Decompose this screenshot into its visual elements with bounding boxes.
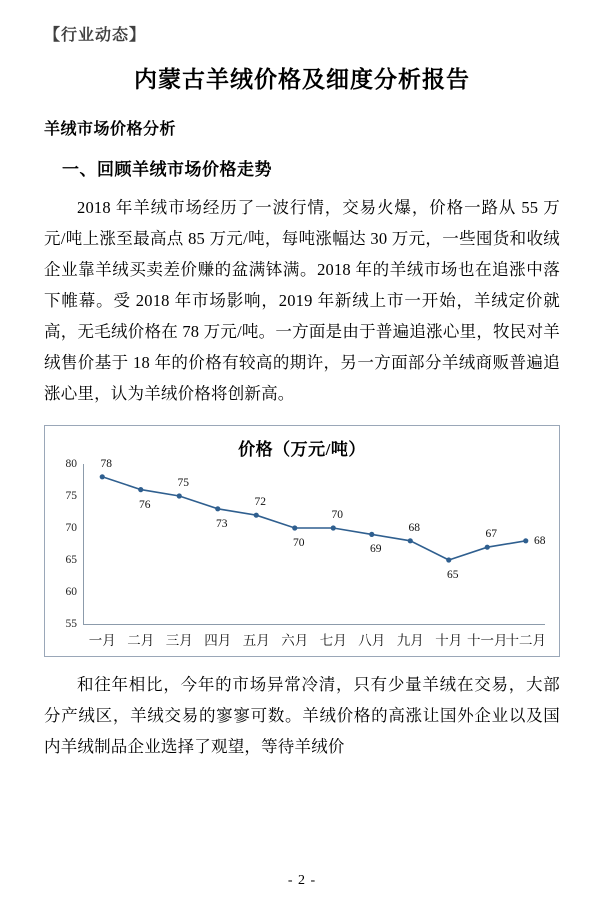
chart-y-tick: 75 bbox=[65, 490, 77, 502]
chart-data-label: 67 bbox=[485, 528, 497, 541]
chart-data-label: 73 bbox=[216, 517, 228, 530]
chart-y-tick: 80 bbox=[65, 458, 77, 470]
document-subtitle: 羊绒市场价格分析 bbox=[44, 121, 177, 138]
chart-data-label: 75 bbox=[177, 477, 189, 489]
chart-data-label: 78 bbox=[100, 457, 112, 470]
chart-data-label: 68 bbox=[534, 534, 546, 547]
chart-x-tick: 五月 bbox=[242, 633, 270, 648]
chart-x-tick: 十二月 bbox=[505, 633, 546, 648]
paragraph-1: 2018 年羊绒市场经历了一波行情，交易火爆，价格一路从 55 万元/吨上涨至最高点 85 万元/吨，每吨涨幅达 30 万元，一些囤货和收绒企业靠羊绒买卖差价赚的盆满钵满。2018 年的羊绒市场也在追涨中落下帷幕。受 2018 年市场影响，2019 年新绒上市一开始，羊绒定价就高，无毛绒价格在 78 万元/吨。一方面是由于普遍追涨心里，牧民对羊绒售价基于 18 年的价格有较高的期许，另一方面部分羊绒商贩普遍追涨心里，认为羊绒价格将创新高。 bbox=[44, 198, 560, 403]
chart-data-label: 68 bbox=[408, 521, 420, 534]
chart-title: 价格（万元/吨） bbox=[238, 440, 366, 459]
chart-data-label: 70 bbox=[293, 537, 305, 549]
chart-y-tick: 55 bbox=[65, 618, 77, 630]
chart-x-axis-line bbox=[83, 624, 545, 625]
chart-x-tick: 三月 bbox=[165, 633, 193, 648]
section-heading: 一、回顾羊绒市场价格走势 bbox=[62, 160, 272, 179]
chart-data-label: 70 bbox=[331, 509, 343, 521]
paragraph-2: 和往年相比，今年的市场异常冷清，只有少量羊绒在交易，大部分产绒区，羊绒交易的寥寥可数。羊绒价格的高涨让国外企业以及国内羊绒制品企业选择了观望，等待羊绒价 bbox=[44, 675, 560, 756]
chart-x-tick: 十月 bbox=[435, 633, 463, 648]
chart-x-tick: 二月 bbox=[127, 633, 155, 648]
chart-data-label: 76 bbox=[139, 498, 151, 511]
chart-x-tick: 四月 bbox=[204, 633, 232, 648]
chart-y-tick: 65 bbox=[65, 554, 77, 566]
chart-x-tick: 七月 bbox=[319, 633, 347, 648]
chart-data-label: 69 bbox=[370, 543, 382, 556]
chart-y-axis-labels bbox=[45, 458, 81, 630]
chart-plot-area bbox=[83, 457, 546, 624]
chart-x-tick: 一月 bbox=[88, 633, 116, 648]
chart-x-tick: 六月 bbox=[281, 633, 309, 648]
category-tag: 【行业动态】 bbox=[44, 27, 147, 44]
chart-plot-wrapper bbox=[45, 457, 559, 656]
chart-x-axis-labels bbox=[83, 627, 545, 653]
chart-x-tick: 八月 bbox=[358, 633, 386, 648]
chart-data-label: 65 bbox=[447, 569, 459, 581]
chart-y-tick: 70 bbox=[65, 522, 77, 534]
chart-x-tick: 十一月 bbox=[467, 633, 508, 648]
price-chart bbox=[44, 425, 560, 657]
chart-y-tick: 60 bbox=[65, 586, 77, 598]
page-title: 内蒙古羊绒价格及细度分析报告 bbox=[134, 67, 470, 92]
chart-line-svg bbox=[83, 464, 545, 624]
chart-data-label: 72 bbox=[254, 496, 266, 509]
page-number: - 2 - bbox=[287, 873, 317, 888]
chart-x-tick: 九月 bbox=[396, 633, 424, 648]
